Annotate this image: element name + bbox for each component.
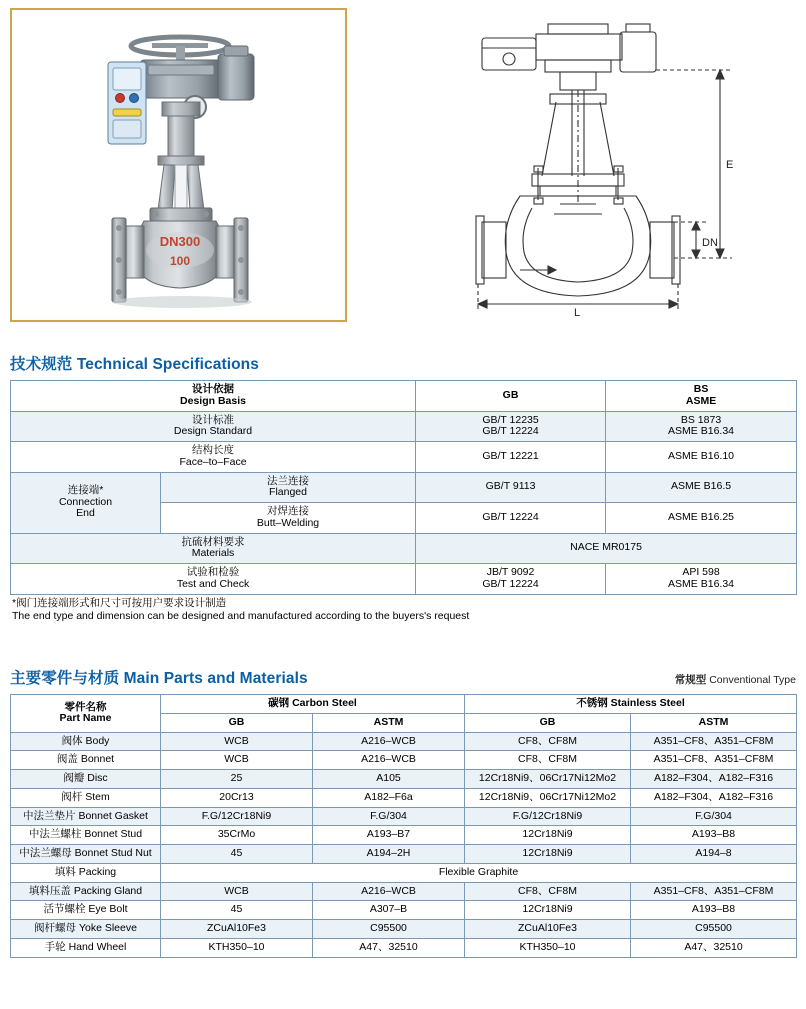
technical-specifications-section (10, 352, 796, 623)
row-materials-value: NACE MR0175 (416, 533, 797, 564)
row-test-check-label: 试验和检验 Test and Check (11, 564, 416, 595)
spec-heading-cn: 技术规范 (10, 356, 73, 373)
cell-carbon-astm: A216–WCB (313, 751, 465, 770)
table-row (11, 751, 797, 770)
cell-carbon-gb: KTH350–10 (161, 938, 313, 957)
header-carbon-steel: 碳钢 Carbon Steel (161, 695, 465, 714)
cell-packing-material: Flexible Graphite (161, 863, 797, 882)
header-stainless-astm: ASTM (631, 713, 797, 732)
row-design-standard-bs: BS 1873 ASME B16.34 (606, 411, 797, 442)
table-row (11, 770, 797, 789)
cell-carbon-astm: A216–WCB (313, 882, 465, 901)
cell-carbon-astm: A193–B7 (313, 826, 465, 845)
row-face-to-face-label: 结构长度 Face–to–Face (11, 442, 416, 473)
cell-carbon-gb: ZCuAl10Fe3 (161, 920, 313, 939)
cell-stainless-astm: A182–F304、A182–F316 (631, 788, 797, 807)
cell-carbon-gb: 20Cr13 (161, 788, 313, 807)
part-name-bonnet: 阀盖 Bonnet (11, 751, 161, 770)
cell-carbon-astm: A307–B (313, 901, 465, 920)
parts-heading-cn: 主要零件与材质 (10, 670, 120, 687)
row-butt-welding-bs: ASME B16.25 (606, 503, 797, 534)
parts-heading-en: Main Parts and Materials (123, 670, 308, 687)
table-row (11, 807, 797, 826)
part-name-stem: 阀杆 Stem (11, 788, 161, 807)
row-butt-welding-gb: GB/T 12224 (416, 503, 606, 534)
cell-carbon-astm: A105 (313, 770, 465, 789)
cell-stainless-astm: A193–B8 (631, 901, 797, 920)
valve-photo (12, 10, 345, 320)
cell-stainless-gb: CF8、CF8M (465, 882, 631, 901)
cell-carbon-gb: 25 (161, 770, 313, 789)
table-row (11, 826, 797, 845)
header-design-basis-en: Design Basis (180, 394, 246, 407)
cell-stainless-gb: CF8、CF8M (465, 732, 631, 751)
cell-stainless-astm: F.G/304 (631, 807, 797, 826)
valve-photo-frame (10, 8, 347, 322)
dimension-drawing (420, 8, 790, 318)
header-gb: GB (416, 381, 606, 412)
cell-carbon-gb: 35CrMo (161, 826, 313, 845)
header-part-name: 零件名称 Part Name (11, 695, 161, 733)
cell-stainless-gb: CF8、CF8M (465, 751, 631, 770)
cell-stainless-astm: A351–CF8、A351–CF8M (631, 882, 797, 901)
cell-carbon-gb: WCB (161, 882, 313, 901)
table-row (11, 920, 797, 939)
row-butt-welding-label: 对焊连接 Butt–Welding (161, 503, 416, 534)
spec-footnote (10, 597, 796, 623)
cell-stainless-gb: ZCuAl10Fe3 (465, 920, 631, 939)
cell-stainless-gb: F.G/12Cr18Ni9 (465, 807, 631, 826)
top-image-area (0, 0, 806, 330)
cell-stainless-astm: A193–B8 (631, 826, 797, 845)
table-row (11, 472, 797, 503)
cell-stainless-gb: 12Cr18Ni9、06Cr17Ni12Mo2 (465, 788, 631, 807)
table-row (11, 882, 797, 901)
cell-stainless-astm: C95500 (631, 920, 797, 939)
table-row (11, 533, 797, 564)
dimension-label-e: E (726, 159, 734, 171)
table-row (11, 564, 797, 595)
cell-stainless-gb: 12Cr18Ni9 (465, 901, 631, 920)
parts-type-note-en: Conventional Type (709, 674, 796, 686)
row-flanged-label: 法兰连接 Flanged (161, 472, 416, 503)
valve-pn-label: 100 (169, 254, 191, 268)
technical-specifications-table (10, 380, 797, 595)
row-connection-end-label: 连接端* Connection End (11, 472, 161, 533)
spec-footnote-en: The end type and dimension can be designed and manufactured according to the buyers's request (12, 609, 470, 622)
table-row (11, 442, 797, 473)
part-name-packing: 填料 Packing (11, 863, 161, 882)
cell-stainless-astm: A182–F304、A182–F316 (631, 770, 797, 789)
table-row (11, 732, 797, 751)
cell-stainless-gb: 12Cr18Ni9、06Cr17Ni12Mo2 (465, 770, 631, 789)
table-row (11, 901, 797, 920)
parts-type-note-cn: 常规型 (674, 674, 707, 686)
table-row (11, 863, 797, 882)
cell-carbon-gb: F.G/12Cr18Ni9 (161, 807, 313, 826)
row-design-standard-label: 设计标准 Design Standard (11, 411, 416, 442)
cell-carbon-gb: WCB (161, 732, 313, 751)
cell-stainless-astm: A194–8 (631, 845, 797, 864)
cell-stainless-astm: A351–CF8、A351–CF8M (631, 732, 797, 751)
header-bs-asme: BS ASME (606, 381, 797, 412)
part-name-bonnet-stud-nut: 中法兰螺母 Bonnet Stud Nut (11, 845, 161, 864)
cell-carbon-gb: 45 (161, 845, 313, 864)
row-materials-label: 抗硫材料要求 Materials (11, 533, 416, 564)
part-name-body: 阀体 Body (11, 732, 161, 751)
cell-stainless-gb: 12Cr18Ni9 (465, 826, 631, 845)
cell-carbon-gb: WCB (161, 751, 313, 770)
table-header-row (11, 381, 797, 412)
part-name-disc: 阀瓣 Disc (11, 770, 161, 789)
main-parts-materials-section (10, 666, 796, 958)
row-face-to-face-gb: GB/T 12221 (416, 442, 606, 473)
table-header-row (11, 695, 797, 714)
cell-carbon-astm: F.G/304 (313, 807, 465, 826)
dimension-label-dn: DN (702, 237, 718, 249)
part-name-packing-gland: 填料压盖 Packing Gland (11, 882, 161, 901)
part-name-bonnet-gasket: 中法兰垫片 Bonnet Gasket (11, 807, 161, 826)
table-row (11, 845, 797, 864)
header-design-basis (11, 381, 416, 412)
cell-carbon-astm: C95500 (313, 920, 465, 939)
valve-dn-label: DN300 (159, 234, 201, 249)
row-design-standard-gb: GB/T 12235 GB/T 12224 (416, 411, 606, 442)
header-stainless-steel: 不锈钢 Stainless Steel (465, 695, 797, 714)
table-row (11, 788, 797, 807)
row-flanged-bs: ASME B16.5 (606, 472, 797, 503)
cell-carbon-astm: A194–2H (313, 845, 465, 864)
part-name-hand-wheel: 手轮 Hand Wheel (11, 938, 161, 957)
row-flanged-gb: GB/T 9113 (416, 472, 606, 503)
cell-carbon-astm: A182–F6a (313, 788, 465, 807)
header-stainless-gb: GB (465, 713, 631, 732)
cell-carbon-gb: 45 (161, 901, 313, 920)
cell-stainless-astm: A47、32510 (631, 938, 797, 957)
cell-stainless-astm: A351–CF8、A351–CF8M (631, 751, 797, 770)
table-row (11, 411, 797, 442)
spec-heading-en: Technical Specifications (76, 356, 259, 373)
row-test-check-gb: JB/T 9092 GB/T 12224 (416, 564, 606, 595)
cell-stainless-gb: 12Cr18Ni9 (465, 845, 631, 864)
main-parts-materials-table (10, 694, 797, 958)
cell-carbon-astm: A47、32510 (313, 938, 465, 957)
row-test-check-bs: API 598 ASME B16.34 (606, 564, 797, 595)
part-name-bonnet-stud: 中法兰螺柱 Bonnet Stud (11, 826, 161, 845)
parts-type-note (675, 672, 796, 688)
dimension-label-l: L (574, 307, 581, 318)
parts-section-heading (10, 666, 308, 688)
row-face-to-face-bs: ASME B16.10 (606, 442, 797, 473)
table-row (11, 938, 797, 957)
header-design-basis-cn: 设计依据 (192, 383, 235, 395)
part-name-yoke-sleeve: 阀杆螺母 Yoke Sleeve (11, 920, 161, 939)
header-carbon-gb: GB (161, 713, 313, 732)
spec-footnote-cn: *阀门连接端形式和尺寸可按用户要求设计制造 (12, 596, 227, 609)
part-name-eye-bolt: 活节螺栓 Eye Bolt (11, 901, 161, 920)
cell-carbon-astm: A216–WCB (313, 732, 465, 751)
cell-stainless-gb: KTH350–10 (465, 938, 631, 957)
header-carbon-astm: ASTM (313, 713, 465, 732)
spec-section-heading (10, 352, 796, 374)
